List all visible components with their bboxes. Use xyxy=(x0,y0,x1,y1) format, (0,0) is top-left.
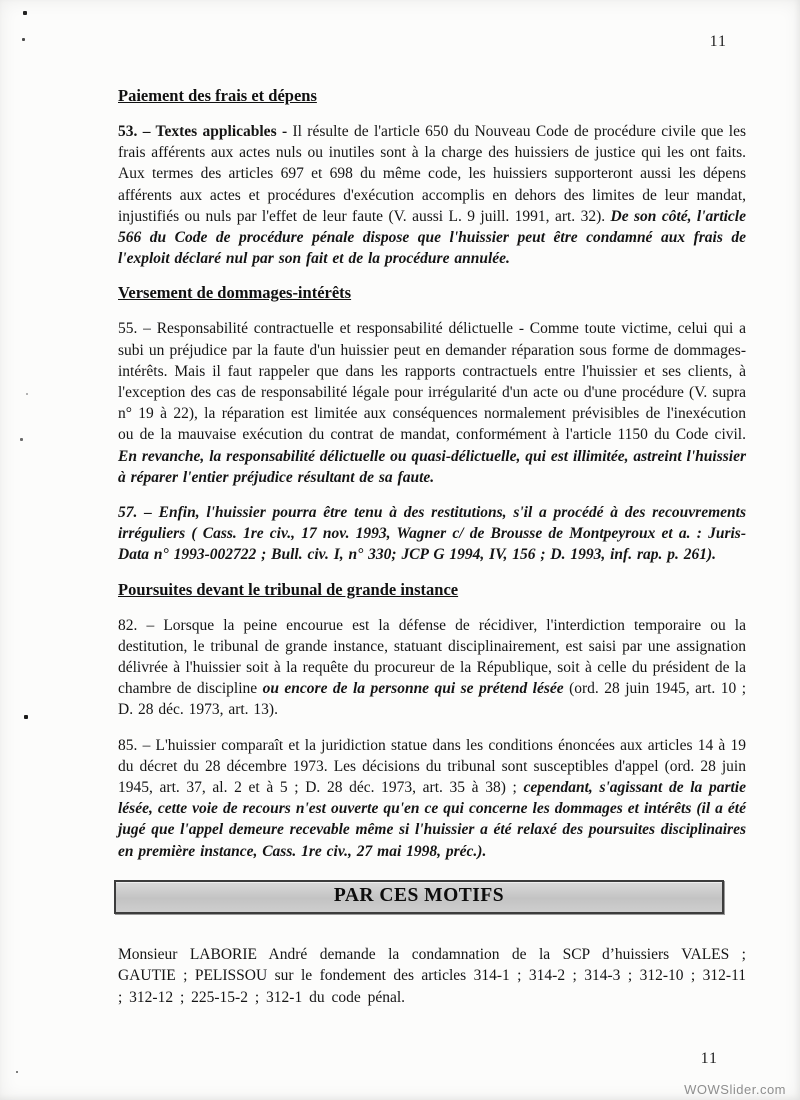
paragraph-55-body: 55. – Responsabilité contractuelle et responsabilité délictuelle - Comme toute victime, celui qui a subi un préjudice par la faute d'un huissier peut en demander réparation sous forme de dommages-intérêts. Mais il faut rappeler que dans les rapports contractuels entre l'huissier et ses clients, à l'exception des cas de responsabilité légale pour irrégularité d'un acte ou d'une procédure (V. supra n° 19 à 22), la réparation est limitée aux conséquences normalement prévisibles de l'inexécution ou de la mauvaise exécution du contrat de mandat, conformément à l'article 1150 du Code civil. xyxy=(118,320,746,444)
scan-speck xyxy=(26,393,28,395)
page-number-bottom: 11 xyxy=(700,1050,718,1067)
banner-title: PAR CES MOTIFS xyxy=(333,884,505,906)
paragraph-82 xyxy=(118,615,746,721)
scan-speck xyxy=(22,38,25,41)
document-content xyxy=(118,86,746,1008)
closing-paragraph: Monsieur LABORIE André demande la condamnation de la SCP d’huissiers VALES ; GAUTIE ; PELISSOU sur le fondement des articles 314-1 ; 314-2 ; 314-3 ; 312-10 ; 312-11 ; 312-12 ; 225-15-2 ; 312-1 du code pénal. xyxy=(118,945,746,1006)
scan-speck xyxy=(23,11,27,15)
paragraph-55-emphasis: En revanche, la responsabilité délictuelle ou quasi-délictuelle, qui est illimitée, astreint l'huissier à réparer l'entier préjudice résultant de sa faute. xyxy=(118,447,746,486)
paragraph-57-emphasis: 57. – Enfin, l'huissier pourra être tenu à des restitutions, s'il a procédé à des recouvrements irréguliers ( Cass. 1re civ., 17 nov. 1993, Wagner c/ de Brousse de Montpeyroux et a. : Juris-Data n° 1993-002722 ; Bull. civ. I, n° 330; JCP G 1994, IV, 156 ; D. 1993, inf. rap. p. 261). xyxy=(118,504,746,564)
scan-speck xyxy=(20,438,23,441)
paragraph-53-body: Il résulte de l'article 650 du Nouveau Code de procédure civile que les frais afférents aux actes nuls ou inutiles sont à la charge des huissiers de justice qui les ont faits. Aux termes des articles 697 et 698 du même code, les huissiers supporteront aussi les dépens afférents aux actes et procédures d'exécution accomplis en dehors des limites de leur mandat, injustifiés ou nuls par l'effet de leur faute (V. aussi L. 9 juill. 1991, art. 32). xyxy=(118,123,747,225)
scan-speck xyxy=(16,1071,18,1073)
paragraph-85-emphasis: cependant, s'agissant de la partie lésée, cette voie de recours n'est ouverte qu'en ce qui concerne les dommages et intérêts (il a été jugé que l'appel demeure recevable même si l'huissier a été relaxé des poursuites disciplinaires en première instance, Cass. 1re civ., 27 mai 1998, préc.). xyxy=(118,779,746,860)
paragraph-85-body: 85. – L'huissier comparaît et la juridiction statue dans les conditions énoncées aux articles 14 à 19 du décret du 28 décembre 1973. Les décisions du tribunal sont susceptibles d'appel (ord. 28 juin 1945, art. 37, al. 2 et à 5 ; D. 28 déc. 1973, art. 35 à 38) ; xyxy=(118,736,746,797)
heading-versement-dommages: Versement de dommages-intérêts xyxy=(118,283,352,303)
paragraph-53 xyxy=(118,121,746,269)
page-number-top: 11 xyxy=(709,33,727,50)
heading-paiement-frais: Paiement des frais et dépens xyxy=(118,86,317,105)
paragraph-85 xyxy=(118,735,746,862)
paragraph-82-body-start: 82. – Lorsque la peine encourue est la défense de récidiver, l'interdiction temporaire ou la destitution, le tribunal de grande instance, statuant disciplinairement, est saisi par une assignation délivrée à l'huissier soit à la requête du procureur de la République, soit à celle du président de la chambre de discipline xyxy=(118,616,746,698)
watermark: WOWSlider.com xyxy=(684,1082,786,1097)
paragraph-82-body-end: (ord. 28 juin 1945, art. 10 ; D. 28 déc. 1973, art. 13). xyxy=(118,680,746,719)
paragraph-55 xyxy=(118,318,746,488)
scan-speck xyxy=(24,715,28,719)
paragraph-53-emphasis: De son côté, l'article 566 du Code de procédure pénale dispose que l'huissier peut être condamné aux frais de l'exploit déclaré nul par son fait et de la procédure annulée. xyxy=(118,207,746,268)
paragraph-57 xyxy=(118,502,746,566)
heading-poursuites-tribunal: Poursuites devant le tribunal de grande instance xyxy=(118,579,459,599)
par-ces-motifs-banner xyxy=(114,880,724,914)
paragraph-82-emphasis: ou encore de la personne qui se prétend lésée xyxy=(262,680,564,698)
paragraph-53-lead: 53. – Textes applicables - xyxy=(118,123,288,140)
